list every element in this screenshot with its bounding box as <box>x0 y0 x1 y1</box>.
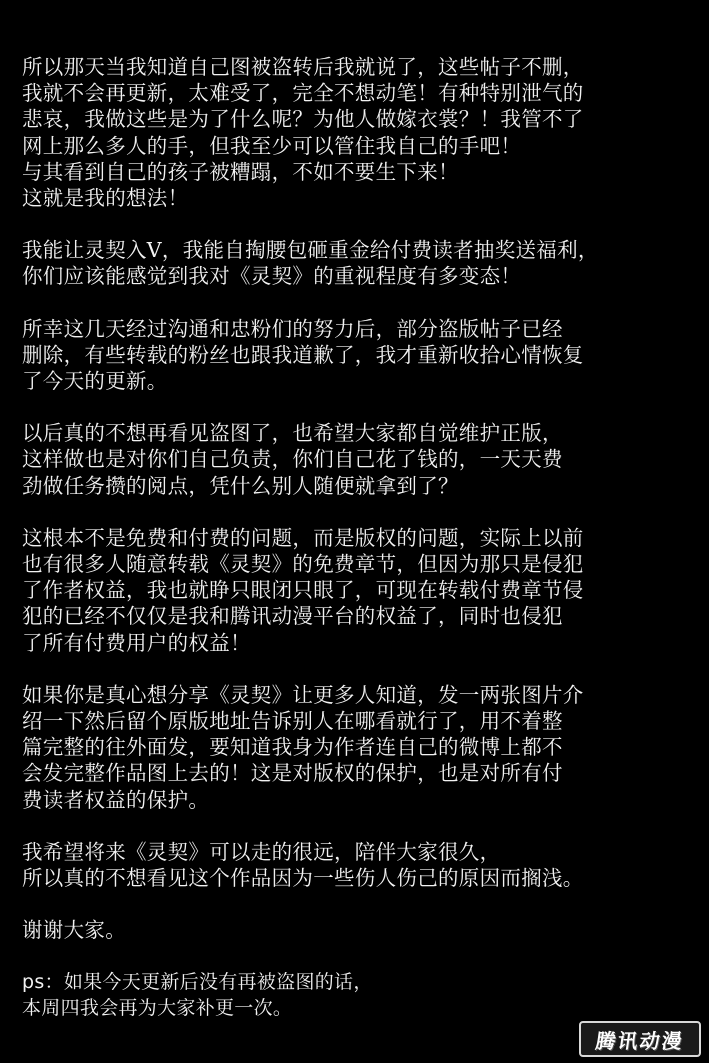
notice-paragraph-7: 我希望将来《灵契》可以走的很远，陪伴大家很久， 所以真的不想看见这个作品因为一些伤人伤己的原因而搁浅。 <box>22 839 584 891</box>
notice-paragraph-4: 以后真的不想再看见盗图了，也希望大家都自觉维护正版， 这样做也是对你们自己负责，你们自己花了钱的，一天天费 劲做任务攒的阅点，凭什么别人随便就拿到了？ <box>22 421 563 498</box>
notice-paragraph-2: 我能让灵契入V，我能自掏腰包砸重金给付费读者抽奖送福利， 你们应该能感觉到我对《灵契》的重视程度有多变态！ <box>22 238 599 289</box>
notice-paragraph-5: 这根本不是免费和付费的问题，而是版权的问题，实际上以前 也有很多人随意转载《灵契》的免费章节，但因为那只是侵犯 了作者权益，我也就睁只眼闭只眼了，可现在转载付费章节侵 犯的已经不仅仅是我和腾讯动漫平台的权益了，同时也侵犯 了所有付费用户的权益！ <box>22 525 584 655</box>
notice-paragraph-8: 谢谢大家。 <box>22 918 126 943</box>
notice-paragraph-6: 如果你是真心想分享《灵契》让更多人知道，发一两张图片介 绍一下然后留个原版地址告诉别人在哪看就行了，用不着整 篇完整的往外面发，要知道我身为作者连自己的微博上都不 会发完整作品图上去的！这是对版权的保护，也是对所有付 费读者权益的保护。 <box>22 682 584 812</box>
ps-note: ps：如果今天更新后没有再被盗图的话， 本周四我会再为大家补更一次。 <box>22 971 373 1020</box>
author-notice <box>22 54 692 1047</box>
tencent-comic-watermark-logo <box>579 1021 701 1057</box>
notice-paragraph-1: 所以那天当我知道自己图被盗转后我就说了，这些帖子不删， 我就不会再更新，太难受了，完全不想动笔！有种特别泄气的 悲哀，我做这些是为了什么呢？为他人做嫁衣裳？！我管不了 网上那么多人的手，但我至少可以管住我自己的手吧！ 与其看到自己的孩子被糟蹋，不如不要生下来！ 这就是我的想法！ <box>22 55 584 211</box>
watermark-text: 腾讯动漫 <box>594 1028 686 1053</box>
notice-paragraph-3: 所幸这几天经过沟通和忠粉们的努力后，部分盗版帖子已经 删除，有些转载的粉丝也跟我道歉了，我才重新收拾心情恢复 了今天的更新。 <box>22 316 584 394</box>
